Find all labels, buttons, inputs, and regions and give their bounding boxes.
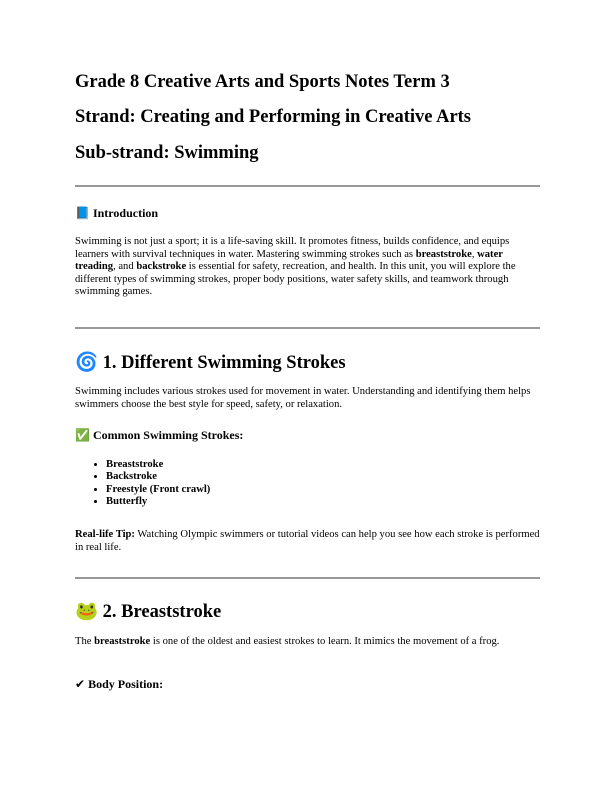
text: , [471, 248, 478, 260]
check-icon: ✔ [75, 677, 86, 691]
substrand-label: Sub-strand [75, 143, 164, 163]
section-2-heading [75, 600, 540, 623]
divider [75, 327, 540, 329]
book-icon: 📘 [75, 206, 90, 220]
document-title: Grade 8 Creative Arts and Sports Notes Term 3 [75, 72, 450, 92]
strand-value: : Creating and Performing in Creative Arts [129, 107, 472, 127]
frog-icon: 🐸 [75, 601, 99, 622]
list-item: • Freestyle (Front crawl) [106, 484, 571, 496]
text: Swimming is not just a sport; it is a life-saving skill. It promotes fitness, builds confidence, and equips learners with survival techniques in water. Mastering swimming strokes such as [75, 236, 510, 260]
list-item: • Breaststroke [106, 459, 571, 471]
common-strokes-heading [75, 428, 540, 443]
bold-text: water treading [75, 248, 503, 273]
intro-paragraph [75, 236, 540, 299]
section-1-paragraph: Swimming includes various strokes used for movement in water. Understanding and identifying them helps swimmers choose the best style for speed, safety, or relaxation. [75, 386, 531, 410]
cyclone-icon: 🌀 [75, 352, 99, 373]
strand-label: Strand [75, 107, 130, 127]
text: The [75, 636, 95, 647]
substrand-heading [75, 143, 540, 164]
section-1-title: 1. Different Swimming Strokes [102, 353, 346, 373]
tip-label: Real-life Tip: [75, 529, 135, 540]
divider [75, 185, 540, 187]
intro-heading [75, 206, 540, 221]
bold-text: breaststroke [415, 248, 472, 260]
strokes-list [75, 459, 571, 509]
bold-text: backstroke [136, 261, 187, 273]
body-position-title: Body Position: [88, 677, 164, 691]
intro-heading-text: Introduction [92, 206, 159, 220]
real-life-tip [75, 529, 540, 554]
substrand-value: : Swimming [163, 143, 259, 163]
tip-text: Watching Olympic swimmers or tutorial videos can help you see how each stroke is performed in real life. [75, 529, 540, 553]
section-2-paragraph [75, 636, 540, 649]
check-mark-icon: ✅ [75, 428, 90, 442]
list-item: • Butterfly [106, 496, 571, 508]
body-position-heading [75, 677, 540, 692]
common-strokes-title: Common Swimming Strokes: [92, 428, 244, 442]
text: is one of the oldest and easiest strokes to learn. It mimics the movement of a frog. [150, 636, 500, 647]
list-item: • Backstroke [106, 471, 571, 483]
divider [75, 577, 540, 579]
section-2-title: 2. Breaststroke [102, 602, 222, 622]
bold-text: breaststroke [94, 636, 151, 647]
text: is essential for safety, recreation, and health. In this unit, you will explore the different types of swimming strokes, proper body positions, water safety skills, and teamwork through swimming games. [75, 261, 516, 298]
section-1-heading [75, 351, 540, 374]
strand-heading [75, 107, 540, 128]
text: , and [113, 261, 137, 273]
